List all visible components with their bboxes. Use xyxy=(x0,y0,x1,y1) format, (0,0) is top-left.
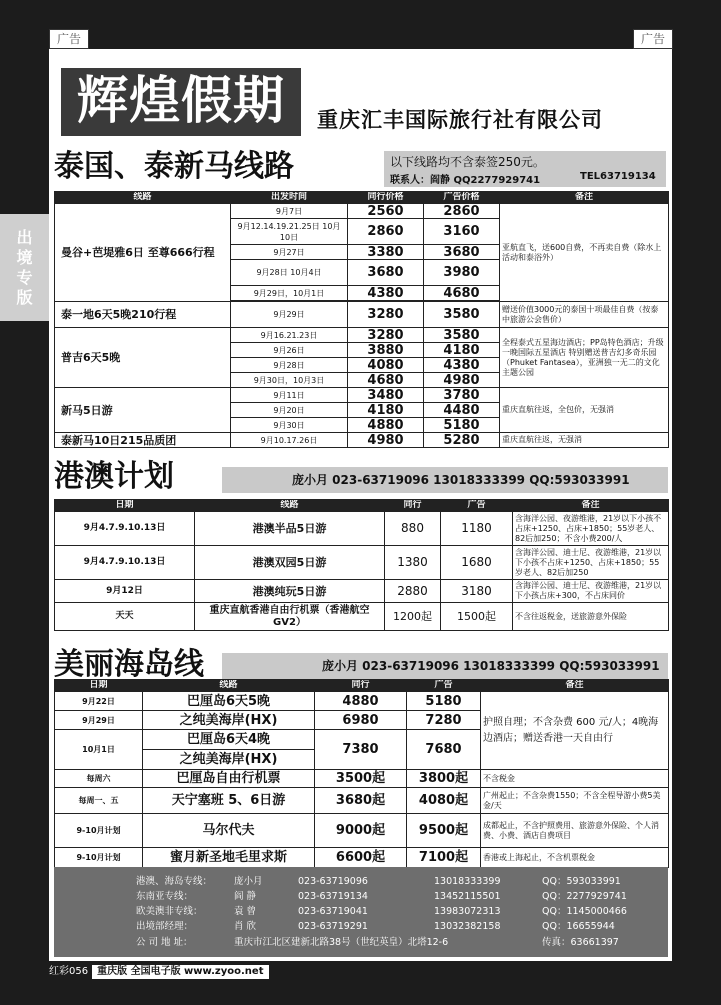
contact-row: 东南亚专线： 阎 静 023-63719134 13452115501 QQ：2277929741 xyxy=(136,891,627,902)
table-row: 9月30日 4880 5180 xyxy=(55,418,669,433)
table-row: 9-10月计划 蜜月新圣地毛里求斯 6600起 7100起 香港或上海起止，不含机票税金 xyxy=(55,848,669,868)
table-row: 9月12.14.19.21.25日 10月10日 2860 3160 xyxy=(55,219,669,245)
ad-label-right: 广告 xyxy=(633,29,673,49)
hk-title: 港澳计划 xyxy=(54,459,174,494)
thai-title: 泰国、泰新马线路 xyxy=(54,149,294,184)
table-row: 9月28日 4080 4380 xyxy=(55,358,669,373)
thai-section xyxy=(54,149,668,448)
table-row: 9月28日 10月4日 3680 3980 xyxy=(55,260,669,286)
table-row: 9月26日 3880 4180 xyxy=(55,343,669,358)
table-row: 泰一地6天5晚210行程 9月29日 3280 3580 赠送价值3000元的泰国十项最佳自费（按泰中旅游公会售价） xyxy=(55,302,669,328)
table-row: 每周六 巴厘岛自由行机票 3500起 3800起 不含税金 xyxy=(55,770,669,788)
contact-footer xyxy=(54,867,668,957)
table-row: 9月29日，10月1日 4380 4680 xyxy=(55,286,669,301)
hk-table-header: 日期 线路 同行 广告 备注 xyxy=(55,500,669,512)
hk-table xyxy=(54,499,669,631)
contact-row: 出境部经理： 肖 欣 023-63719291 13032382158 QQ：16655944 xyxy=(136,921,615,932)
island-section xyxy=(54,647,668,868)
page-number: 红彩056 xyxy=(49,966,89,977)
hk-contact: 庞小月 023-63719096 13018333399 QQ:593033991 xyxy=(222,467,668,493)
address-row: 公 司 地 址： 重庆市江北区建新北路38号（世纪英皇）北塔12-6 传真：63661397 xyxy=(136,937,619,948)
page-footer xyxy=(49,963,321,981)
edition-link[interactable]: 重庆版 全国电子版 www.zyoo.net xyxy=(92,965,268,979)
brand-logo: 辉煌假期 xyxy=(61,68,301,136)
ad-label-left: 广告 xyxy=(49,29,89,49)
thai-visa-note: 以下线路均不含泰签250元。 xyxy=(390,155,545,169)
table-row: 9月22日 巴厘岛6天5晚 4880 5180 护照自理；不含杂费 600 元/人；4晚海边酒店；赠送香港一天自由行 xyxy=(55,692,669,711)
contact-row: 欧美澳非专线： 袁 曾 023-63719041 13983072313 QQ：1145000466 xyxy=(136,906,627,917)
table-row: 9月27日 3380 3680 xyxy=(55,245,669,260)
company-name: 重庆汇丰国际旅行社有限公司 xyxy=(317,108,603,132)
thai-table xyxy=(54,191,669,448)
table-row: 9月4.7.9.10.13日 港澳双园5日游 1380 1680 含海洋公园、迪士尼、夜游维港，21岁以下小孩不占床+1250、占床+1850；55岁老人、82后加250 xyxy=(55,546,669,580)
table-row: 9月30日，10月3日 4680 4980 xyxy=(55,373,669,388)
thai-contact: 联系人：阎静 QQ2277929741 xyxy=(390,175,541,186)
island-contact: 庞小月 023-63719096 13018333399 QQ:593033991 xyxy=(222,653,668,679)
table-row: 天天 重庆直航香港自由行机票（香港航空GV2） 1200起 1500起 不含往返税金，送旅游意外保险 xyxy=(55,603,669,631)
table-row: 10月1日 巴厘岛6天4晚 7380 7680 xyxy=(55,730,669,750)
island-table xyxy=(54,679,669,868)
table-row: 9月20日 4180 4480 xyxy=(55,403,669,418)
ad-sheet xyxy=(49,49,672,961)
table-row: 普吉6天5晚 9月16.21.23日 3280 3580 全程泰式五星海边酒店；PP岛特色酒店；升级一晚国际五星酒店 特别赠送普吉幻多奇乐园（Phuket Fantasea），亚洲独一无二的文化主题公园 xyxy=(55,328,669,343)
thai-tel: TEL63719134 xyxy=(580,171,656,182)
table-row: 每周一、五 天宁塞班 5、6日游 3680起 4080起 广州起止；不含杂费1550；不含全程导游小费5美金/天 xyxy=(55,788,669,814)
table-row: 之纯美海岸(HX) xyxy=(55,750,669,770)
thai-table-header: 线路 出发时间 同行价格 广告价格 备注 xyxy=(55,192,669,204)
island-title: 美丽海岛线 xyxy=(54,647,204,682)
table-row: 9月4.7.9.10.13日 港澳半品5日游 880 1180 含海洋公园、夜游维港，21岁以下小孩不占床+1250、占床+1850；55岁老人、82后加250；不含小费200/人 xyxy=(55,512,669,546)
table-row: 9月12日 港澳纯玩5日游 2880 3180 含海洋公园、迪士尼、夜游维港，21岁以下小孩占床+300，不占床同价 xyxy=(55,580,669,603)
hk-section xyxy=(54,459,668,631)
table-row: 曼谷+芭堤雅6日 至尊666行程 9月7日 2560 2860 亚航直飞，送600自费，不再卖自费（除水上活动和泰浴外） xyxy=(55,204,669,219)
table-row: 9-10月计划 马尔代夫 9000起 9500起 成都起止，不含护照费用、旅游意外保险、个人消费、小费、酒店自费项目 xyxy=(55,814,669,848)
island-table-header: 日期 线路 同行 广告 备注 xyxy=(55,680,669,692)
table-row: 新马5日游 9月11日 3480 3780 重庆直航往返，全包价，无强消 xyxy=(55,388,669,403)
table-row: 9月29日 之纯美海岸(HX) 6980 7280 xyxy=(55,711,669,730)
contact-row: 港澳、海岛专线： 庞小月 023-63719096 13018333399 QQ：593033991 xyxy=(136,876,621,887)
table-row: 泰新马10日215品质团 9月10.17.26日 4980 5280 重庆直航往返，无强消 xyxy=(55,433,669,448)
section-tab xyxy=(0,214,49,321)
section-tab-label: 出境专版 xyxy=(16,228,33,307)
